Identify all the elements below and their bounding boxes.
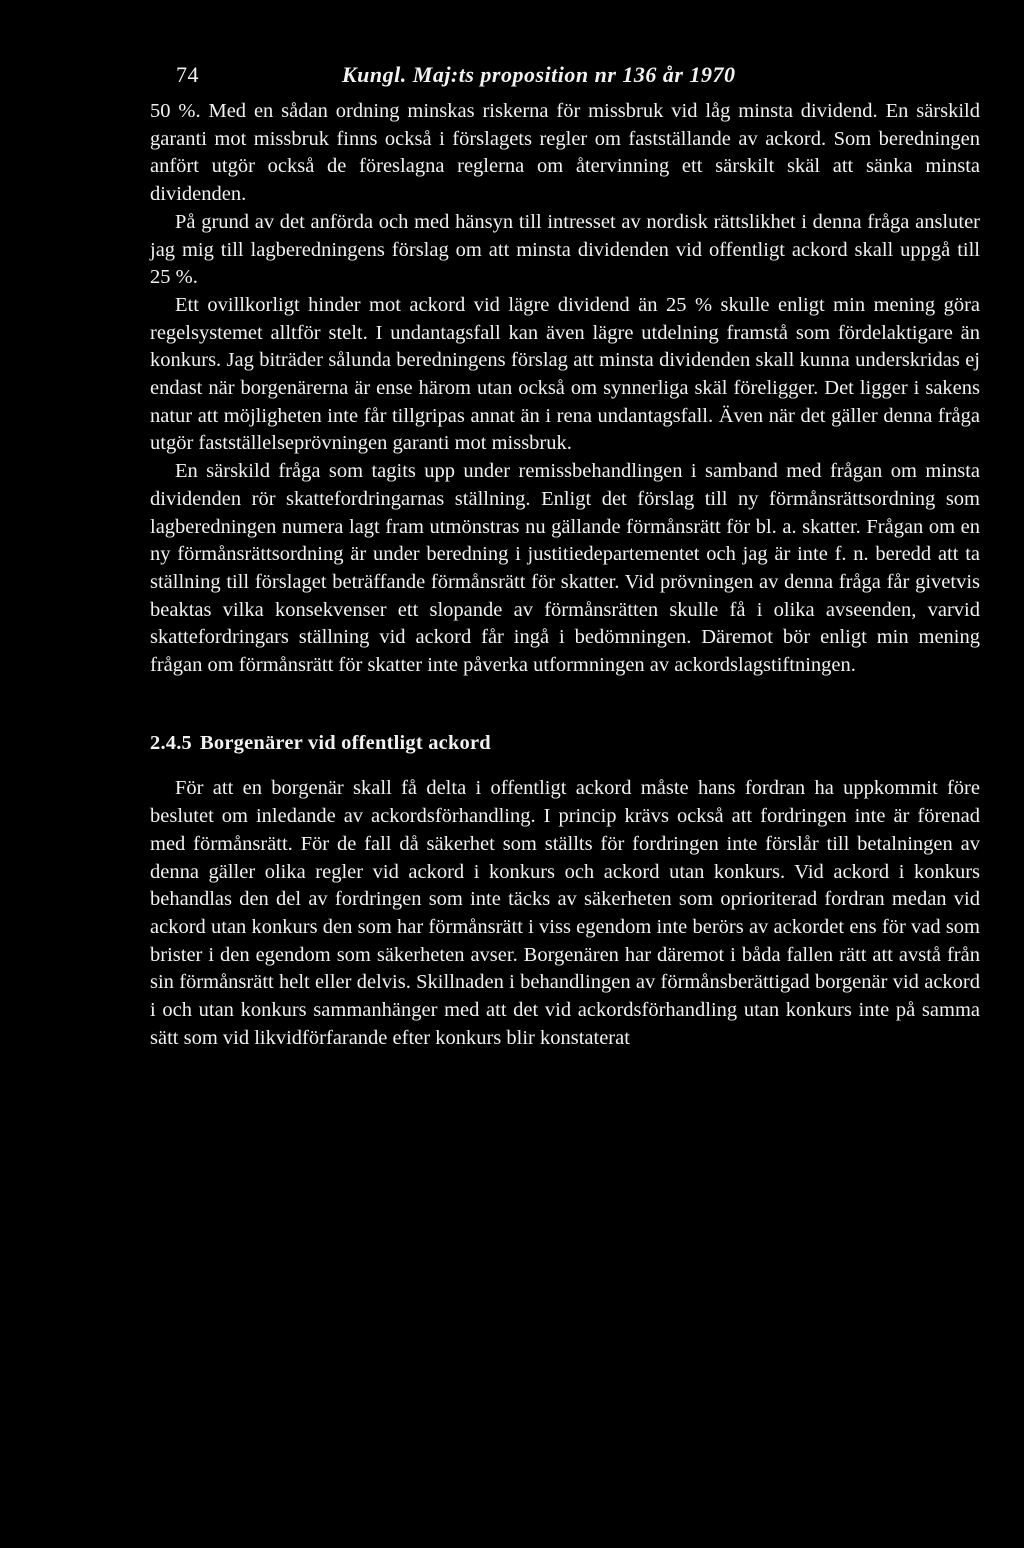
paragraph: 50 %. Med en sådan ordning minskas riskerna för missbruk vid låg minsta dividend. En särskild garanti mot missbruk finns också i förslagets regler om fastställande av ackord. Som beredningen anfört utgör också de föreslagna reglerna om återvinning ett särskilt skäl att sänka minsta dividenden. (150, 100, 980, 206)
paragraph: För att en borgenär skall få delta i offentligt ackord måste hans fordran ha uppkommit före beslutet om inledande av ackordsförhandling. I princip krävs också att fordringen inte är förenad med förmånsrätt. För de fall då säkerhet som ställts för fordringen inte förslår till betalningen av denna gäller olika regler vid ackord i konkurs och ackord utan konkurs. Vid ackord i konkurs behandlas den del av fordringen som inte täcks av säkerheten som oprioriterad fordran medan vid ackord utan konkurs den som har förmånsrätt i viss egendom inte berörs av ackordet ens för vad som brister i den egendom som säkerheten avser. Borgenären har däremot i båda fallen rätt att avstå från sin förmånsrätt helt eller delvis. Skillnaden i behandlingen av förmånsberättigad borgenär vid ackord i och utan konkurs sammanhänger med att det vid ackordsförhandling utan konkurs inte på samma sätt som vid likvidförfarande efter konkurs blir konstaterat (150, 777, 980, 1049)
section-number: 2.4.5 (150, 731, 192, 754)
document-page (150, 56, 980, 1053)
paragraph: Ett ovillkorligt hinder mot ackord vid lägre dividend än 25 % skulle enligt min mening göra regelsystemet alltför stelt. I undantagsfall kan även lägre utdelning framstå som fördelaktigare än konkurs. Jag biträder sålunda beredningens förslag att minsta dividenden skall kunna underskridas ej endast när borgenärerna är ense härom utan också om synnerliga skäl föreligger. Det ligger i sakens natur att möjligheten inte får tillgripas annat än i rena undantagsfall. Även när det gäller denna fråga utgör fastställelseprövningen garanti mot missbruk. (150, 293, 980, 455)
body-text (150, 98, 980, 1053)
running-title: Kungl. Maj:ts proposition nr 136 år 1970 (342, 62, 736, 87)
page-number: 74 (176, 62, 199, 87)
paragraph: En särskild fråga som tagits upp under remissbehandlingen i samband med frågan om minsta dividenden rör skattefordringarnas ställning. Enligt det förslag till ny förmånsrättsordning som lagberedningen numera lagt fram utmönstras nu gällande förmånsrätt för bl. a. skatter. Frågan om en ny förmånsrättsordning är under beredning i justitiedepartementet och jag är inte f. n. beredd att ta ställning till förslaget beträffande förmånsrätt för skatter. Vid prövningen av denna fråga får givetvis beaktas vilka konsekvenser ett slopande av förmånsrätten skulle få i olika avseenden, varvid skattefordringars ställning vid ackord får ingå i bedömningen. Däremot bör enligt min mening frågan om förmånsrätt för skatter inte påverka utformningen av ackordslagstiftningen. (150, 460, 980, 677)
paragraph: På grund av det anförda och med hänsyn till intresset av nordisk rättslikhet i denna fråga ansluter jag mig till lagberedningens förslag om att minsta dividenden vid offentligt ackord skall uppgå till 25 %. (150, 210, 980, 289)
section-heading (150, 730, 980, 758)
page-header (150, 56, 980, 94)
section-title: Borgenärer vid offentligt ackord (200, 731, 491, 754)
